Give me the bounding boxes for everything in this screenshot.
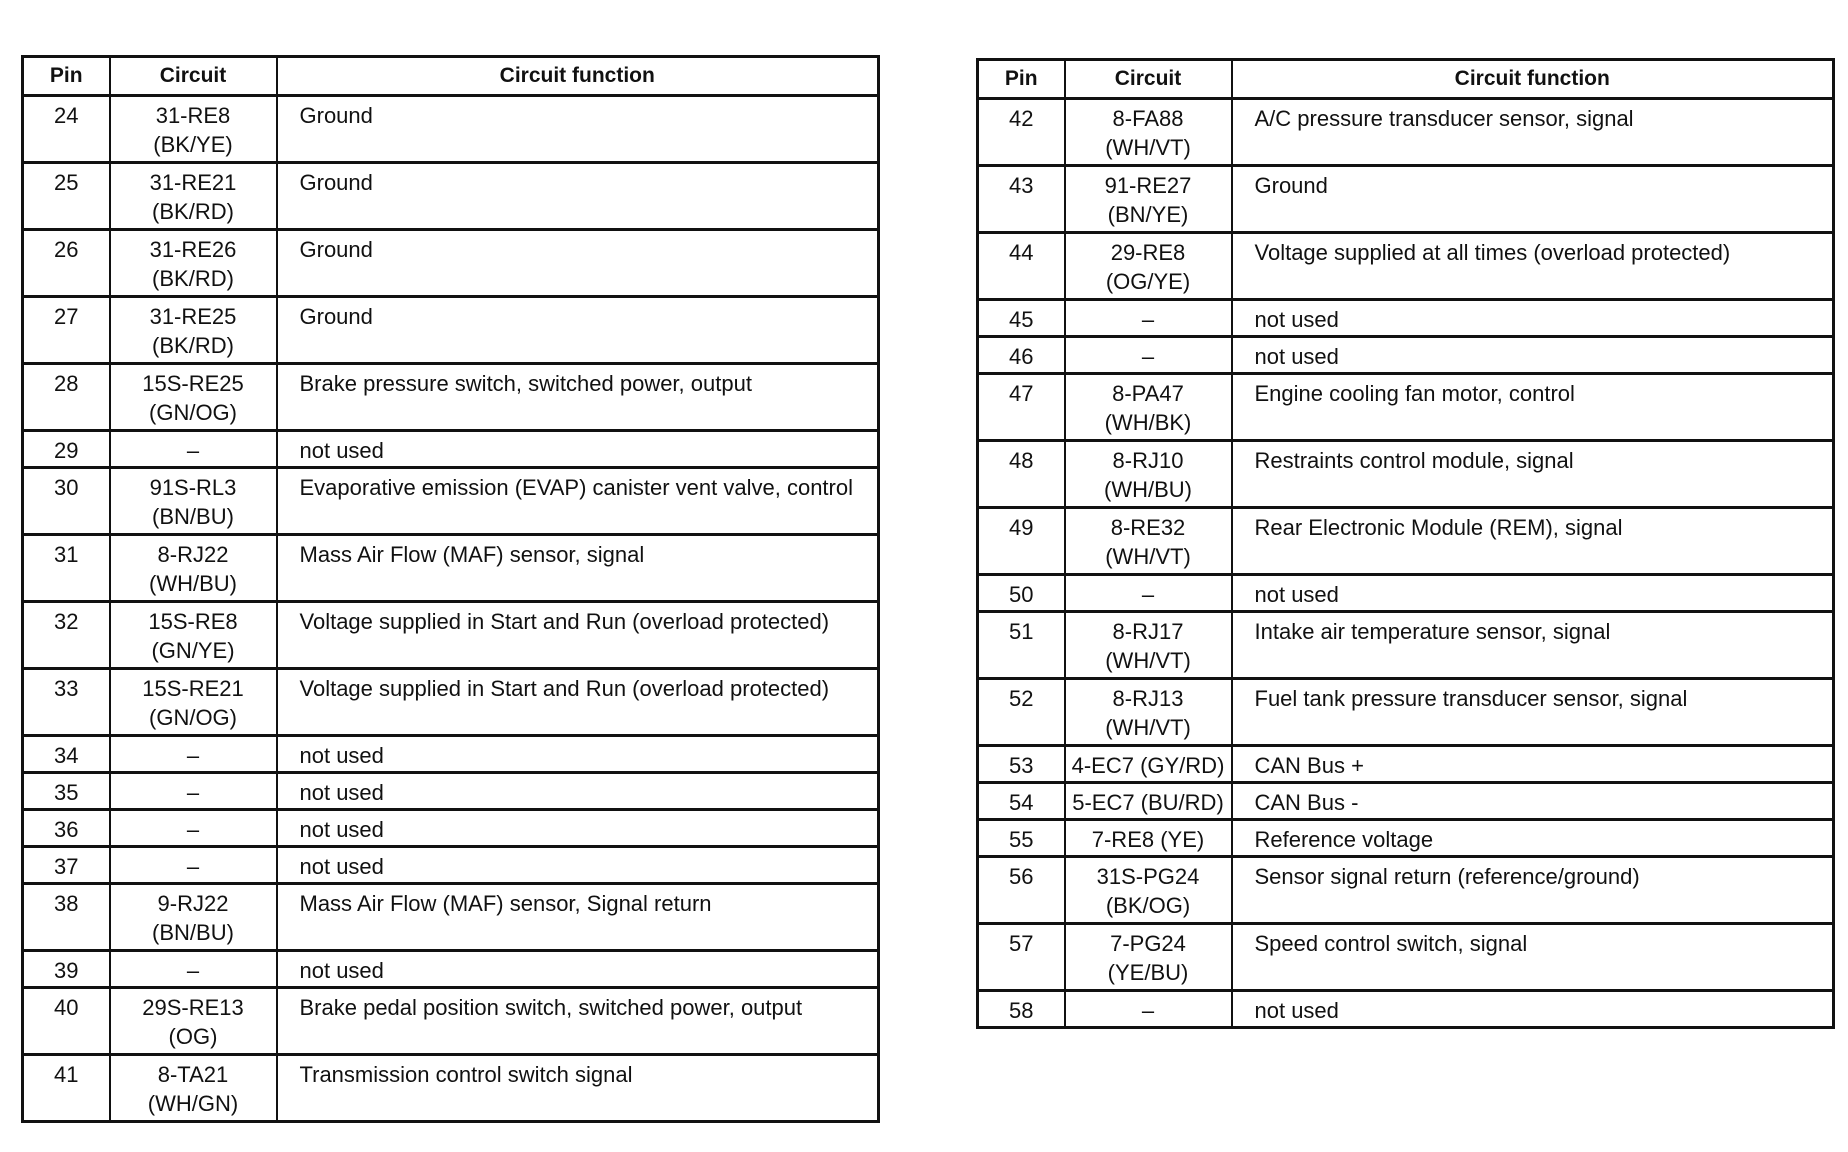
function-cell: not used xyxy=(277,431,879,468)
circuit-cell: – xyxy=(110,431,277,468)
function-cell: Evaporative emission (EVAP) canister vent valve, control xyxy=(277,468,879,535)
pin-cell: 25 xyxy=(23,163,110,230)
pin-cell: 52 xyxy=(978,679,1065,746)
pin-cell: 34 xyxy=(23,736,110,773)
header-pin: Pin xyxy=(23,57,110,96)
circuit-cell: – xyxy=(110,773,277,810)
function-cell: not used xyxy=(277,847,879,884)
function-cell: CAN Bus + xyxy=(1232,746,1834,783)
header-circuit-function: Circuit function xyxy=(1232,60,1834,99)
pin-cell: 53 xyxy=(978,746,1065,783)
circuit-cell: – xyxy=(1065,991,1232,1028)
table-row xyxy=(23,884,879,951)
pin-cell: 31 xyxy=(23,535,110,602)
table-row xyxy=(23,230,879,297)
table-row xyxy=(23,669,879,736)
table-row xyxy=(23,364,879,431)
function-cell: Reference voltage xyxy=(1232,820,1834,857)
function-cell: Mass Air Flow (MAF) sensor, Signal return xyxy=(277,884,879,951)
table-row xyxy=(978,612,1834,679)
table-row xyxy=(23,847,879,884)
table-row xyxy=(23,810,879,847)
circuit-cell: – xyxy=(1065,300,1232,337)
function-cell: not used xyxy=(277,773,879,810)
circuit-cell: 8-RJ10 (WH/BU) xyxy=(1065,441,1232,508)
pin-cell: 26 xyxy=(23,230,110,297)
function-cell: Voltage supplied in Start and Run (overload protected) xyxy=(277,669,879,736)
table-row xyxy=(978,300,1834,337)
circuit-cell: 8-TA21 (WH/GN) xyxy=(110,1055,277,1122)
circuit-cell: – xyxy=(110,810,277,847)
pin-cell: 54 xyxy=(978,783,1065,820)
function-cell: Voltage supplied at all times (overload protected) xyxy=(1232,233,1834,300)
table-row xyxy=(978,337,1834,374)
circuit-cell: 31-RE8 (BK/YE) xyxy=(110,96,277,163)
table-row xyxy=(23,96,879,163)
pin-cell: 47 xyxy=(978,374,1065,441)
circuit-cell: 5-EC7 (BU/RD) xyxy=(1065,783,1232,820)
function-cell: Intake air temperature sensor, signal xyxy=(1232,612,1834,679)
header-row xyxy=(978,60,1834,99)
circuit-cell: 8-RE32 (WH/VT) xyxy=(1065,508,1232,575)
function-cell: Ground xyxy=(277,96,879,163)
function-cell: not used xyxy=(1232,991,1834,1028)
function-cell: Restraints control module, signal xyxy=(1232,441,1834,508)
header-circuit: Circuit xyxy=(1065,60,1232,99)
circuit-cell: 8-RJ17 (WH/VT) xyxy=(1065,612,1232,679)
table-body-left xyxy=(23,96,879,1122)
table-row xyxy=(23,602,879,669)
circuit-cell: 15S-RE21 (GN/OG) xyxy=(110,669,277,736)
header-circuit: Circuit xyxy=(110,57,277,96)
pin-cell: 55 xyxy=(978,820,1065,857)
table-row xyxy=(978,233,1834,300)
pin-cell: 49 xyxy=(978,508,1065,575)
circuit-cell: 7-RE8 (YE) xyxy=(1065,820,1232,857)
table-row xyxy=(23,535,879,602)
pin-cell: 48 xyxy=(978,441,1065,508)
circuit-cell: 4-EC7 (GY/RD) xyxy=(1065,746,1232,783)
pin-cell: 57 xyxy=(978,924,1065,991)
circuit-cell: 31-RE25 (BK/RD) xyxy=(110,297,277,364)
pin-cell: 44 xyxy=(978,233,1065,300)
table-row xyxy=(978,575,1834,612)
function-cell: CAN Bus - xyxy=(1232,783,1834,820)
table-row xyxy=(978,166,1834,233)
header-circuit-function: Circuit function xyxy=(277,57,879,96)
function-cell: Ground xyxy=(1232,166,1834,233)
circuit-cell: 29-RE8 (OG/YE) xyxy=(1065,233,1232,300)
table-row xyxy=(978,441,1834,508)
pin-cell: 46 xyxy=(978,337,1065,374)
table-row xyxy=(978,857,1834,924)
function-cell: not used xyxy=(1232,337,1834,374)
function-cell: Ground xyxy=(277,163,879,230)
circuit-cell: – xyxy=(110,847,277,884)
function-cell: Transmission control switch signal xyxy=(277,1055,879,1122)
circuit-cell: 31-RE21 (BK/RD) xyxy=(110,163,277,230)
function-cell: Mass Air Flow (MAF) sensor, signal xyxy=(277,535,879,602)
pin-cell: 56 xyxy=(978,857,1065,924)
pin-cell: 33 xyxy=(23,669,110,736)
circuit-cell: 15S-RE25 (GN/OG) xyxy=(110,364,277,431)
pin-cell: 32 xyxy=(23,602,110,669)
function-cell: not used xyxy=(277,736,879,773)
function-cell: Voltage supplied in Start and Run (overload protected) xyxy=(277,602,879,669)
table-row xyxy=(23,163,879,230)
function-cell: Sensor signal return (reference/ground) xyxy=(1232,857,1834,924)
pin-cell: 50 xyxy=(978,575,1065,612)
function-cell: Fuel tank pressure transducer sensor, signal xyxy=(1232,679,1834,746)
circuit-cell: 7-PG24 (YE/BU) xyxy=(1065,924,1232,991)
table-row xyxy=(978,508,1834,575)
table-row xyxy=(23,1055,879,1122)
function-cell: A/C pressure transducer sensor, signal xyxy=(1232,99,1834,166)
pinout-table-left xyxy=(21,55,880,1123)
circuit-cell: 29S-RE13 (OG) xyxy=(110,988,277,1055)
pin-cell: 41 xyxy=(23,1055,110,1122)
function-cell: Engine cooling fan motor, control xyxy=(1232,374,1834,441)
function-cell: Ground xyxy=(277,297,879,364)
circuit-cell: 8-FA88 (WH/VT) xyxy=(1065,99,1232,166)
table-row xyxy=(978,991,1834,1028)
circuit-cell: 91S-RL3 (BN/BU) xyxy=(110,468,277,535)
pinout-table-right xyxy=(976,58,1835,1029)
circuit-cell: 15S-RE8 (GN/YE) xyxy=(110,602,277,669)
table-row xyxy=(23,951,879,988)
pin-cell: 43 xyxy=(978,166,1065,233)
circuit-cell: 8-RJ22 (WH/BU) xyxy=(110,535,277,602)
table-row xyxy=(23,297,879,364)
circuit-cell: 91-RE27 (BN/YE) xyxy=(1065,166,1232,233)
pin-cell: 29 xyxy=(23,431,110,468)
pin-cell: 30 xyxy=(23,468,110,535)
header-row xyxy=(23,57,879,96)
function-cell: Brake pressure switch, switched power, output xyxy=(277,364,879,431)
pin-cell: 45 xyxy=(978,300,1065,337)
header-pin: Pin xyxy=(978,60,1065,99)
table-row xyxy=(23,988,879,1055)
pin-cell: 27 xyxy=(23,297,110,364)
table-row xyxy=(978,374,1834,441)
circuit-cell: 31-RE26 (BK/RD) xyxy=(110,230,277,297)
function-cell: Ground xyxy=(277,230,879,297)
circuit-cell: 31S-PG24 (BK/OG) xyxy=(1065,857,1232,924)
table-row xyxy=(23,773,879,810)
circuit-cell: 9-RJ22 (BN/BU) xyxy=(110,884,277,951)
pin-cell: 28 xyxy=(23,364,110,431)
pin-cell: 24 xyxy=(23,96,110,163)
circuit-cell: 8-RJ13 (WH/VT) xyxy=(1065,679,1232,746)
pin-cell: 37 xyxy=(23,847,110,884)
function-cell: Rear Electronic Module (REM), signal xyxy=(1232,508,1834,575)
function-cell: not used xyxy=(1232,575,1834,612)
pin-cell: 58 xyxy=(978,991,1065,1028)
pin-cell: 36 xyxy=(23,810,110,847)
circuit-cell: – xyxy=(110,736,277,773)
table-body-right xyxy=(978,99,1834,1028)
pin-cell: 35 xyxy=(23,773,110,810)
circuit-cell: – xyxy=(1065,575,1232,612)
table-row xyxy=(978,783,1834,820)
pin-cell: 38 xyxy=(23,884,110,951)
table-row xyxy=(978,99,1834,166)
function-cell: Brake pedal position switch, switched power, output xyxy=(277,988,879,1055)
circuit-cell: – xyxy=(1065,337,1232,374)
function-cell: Speed control switch, signal xyxy=(1232,924,1834,991)
table-row xyxy=(978,679,1834,746)
function-cell: not used xyxy=(1232,300,1834,337)
function-cell: not used xyxy=(277,810,879,847)
table-row xyxy=(978,746,1834,783)
table-row xyxy=(23,431,879,468)
table-row xyxy=(23,468,879,535)
circuit-cell: – xyxy=(110,951,277,988)
table-row xyxy=(978,924,1834,991)
pin-cell: 42 xyxy=(978,99,1065,166)
circuit-cell: 8-PA47 (WH/BK) xyxy=(1065,374,1232,441)
pin-cell: 39 xyxy=(23,951,110,988)
pin-cell: 40 xyxy=(23,988,110,1055)
pin-cell: 51 xyxy=(978,612,1065,679)
function-cell: not used xyxy=(277,951,879,988)
table-row xyxy=(23,736,879,773)
table-row xyxy=(978,820,1834,857)
